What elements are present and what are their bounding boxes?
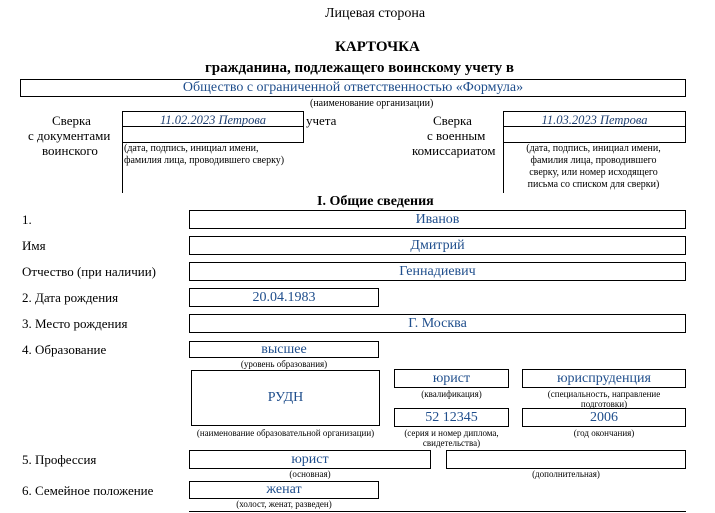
- birth-place-value: Г. Москва: [408, 316, 467, 331]
- profession-extra-caption: (дополнительная): [532, 469, 600, 479]
- organization-field[interactable]: [20, 79, 686, 97]
- education-level-caption: (уровень образования): [240, 359, 328, 369]
- education-level-field[interactable]: [189, 341, 379, 358]
- birth-date-field[interactable]: [189, 288, 379, 307]
- birth-place-label: 3. Место рождения: [22, 316, 128, 331]
- grad-year-field[interactable]: [522, 408, 686, 427]
- surname-value: Иванов: [415, 212, 460, 227]
- grad-year-value: 2006: [590, 410, 618, 425]
- section-title: I. Общие сведения: [317, 194, 434, 209]
- recon-left-field[interactable]: [122, 111, 304, 127]
- recon-left-line: [122, 143, 123, 193]
- family-label: 6. Семейное положение: [22, 483, 154, 498]
- qualification-caption: (квалификация): [421, 389, 482, 399]
- diploma-field[interactable]: [394, 408, 509, 427]
- organization-caption: (наименование организации): [310, 98, 434, 109]
- specialty-caption-1: (специальность, направление: [547, 389, 661, 399]
- recon-right-field-2: [503, 127, 686, 143]
- recon-left-field-2: [122, 127, 304, 143]
- recon-right-caption-2: фамилия лица, проводившего: [530, 155, 657, 166]
- qualification-field[interactable]: [394, 369, 509, 388]
- surname-label: 1.: [22, 212, 32, 227]
- surname-field[interactable]: [189, 210, 686, 229]
- organization-name: Общество с ограниченной ответственностью «Формула»: [182, 80, 524, 95]
- family-field[interactable]: [189, 481, 379, 499]
- recon-right-caption-3: сверку, или номер исходящего: [529, 167, 658, 178]
- profession-extra-field[interactable]: [446, 450, 686, 469]
- institution-field[interactable]: [191, 370, 380, 426]
- next-row-line: [189, 511, 686, 512]
- diploma-value: 52 12345: [425, 410, 478, 425]
- recon-middle-word: учета: [306, 113, 337, 128]
- family-value: женат: [266, 482, 302, 497]
- recon-left-caption-2: фамилия лица, проводившего сверку): [124, 155, 285, 166]
- recon-right-caption-4: письма со списком для сверки): [527, 179, 660, 190]
- family-caption: (холост, женат, разведен): [236, 499, 332, 509]
- grad-year-caption: (год окончания): [573, 428, 635, 438]
- recon-right-caption-1: (дата, подпись, инициал имени,: [526, 143, 661, 154]
- card-title: КАРТОЧКА: [335, 39, 420, 55]
- specialty-value: юриспруденция: [557, 371, 651, 386]
- name-value: Дмитрий: [410, 238, 465, 253]
- recon-right-label-1: Сверка: [433, 113, 472, 128]
- profession-main-value: юрист: [291, 452, 329, 467]
- profession-main-field[interactable]: [189, 450, 431, 469]
- patronymic-value: Геннадиевич: [399, 264, 476, 279]
- birth-place-field[interactable]: [189, 314, 686, 333]
- patronymic-label: Отчество (при наличии): [22, 264, 157, 279]
- birth-date-value: 20.04.1983: [252, 290, 316, 305]
- specialty-caption-2: подготовки): [580, 399, 628, 409]
- recon-right-value: 11.03.2023 Петрова: [541, 113, 648, 127]
- patronymic-field[interactable]: [189, 262, 686, 281]
- recon-left-caption-1: (дата, подпись, инициал имени,: [124, 143, 259, 154]
- profession-main-caption: (основная): [289, 469, 331, 479]
- diploma-caption-2: свидетельства): [422, 438, 481, 448]
- diploma-caption-1: (серия и номер диплома,: [404, 428, 499, 438]
- institution-value: РУДН: [267, 390, 304, 405]
- name-label: Имя: [22, 238, 46, 253]
- recon-left-label-2: с документами: [28, 128, 111, 143]
- recon-left-value: 11.02.2023 Петрова: [160, 113, 266, 127]
- birth-date-label: 2. Дата рождения: [22, 290, 119, 305]
- education-level-value: высшее: [261, 342, 307, 357]
- recon-right-field[interactable]: [503, 111, 686, 127]
- education-label: 4. Образование: [22, 342, 107, 357]
- qualification-value: юрист: [432, 371, 471, 386]
- profession-label: 5. Профессия: [22, 452, 97, 467]
- specialty-field[interactable]: [522, 369, 686, 388]
- card-subtitle: гражданина, подлежащего воинскому учету в: [205, 60, 515, 76]
- side-label: Лицевая сторона: [325, 6, 426, 21]
- recon-left-label-1: Сверка: [52, 113, 91, 128]
- recon-right-line: [503, 143, 504, 193]
- recon-right-label-3: комиссариатом: [412, 143, 496, 158]
- recon-right-label-2: с военным: [427, 128, 486, 143]
- institution-caption: (наименование образовательной организации): [196, 428, 375, 438]
- name-field[interactable]: [189, 236, 686, 255]
- recon-left-label-3: воинского: [42, 143, 98, 158]
